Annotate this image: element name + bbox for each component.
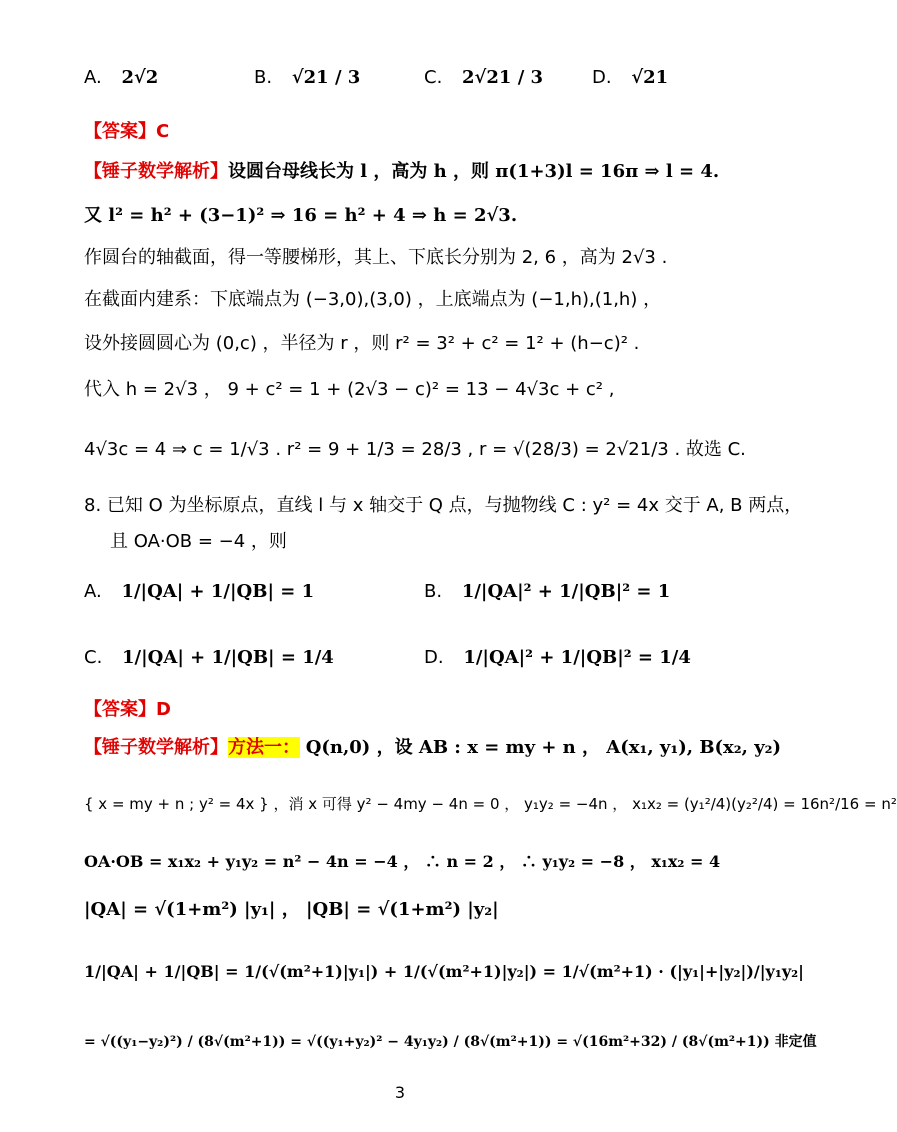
- q8-stem-line-1: 8. 已知 O 为坐标原点，直线 l 与 x 轴交于 Q 点，与抛物线 C : y² = 4x 交于 A, B 两点，: [84, 495, 803, 516]
- q7-option-b: B. √21 / 3: [254, 67, 361, 88]
- q7-analysis-line-5: 设外接圆圆心为 (0,c) ，半径为 r ，则 r² = 3² + c² = 1² + (h−c)² .: [84, 333, 640, 354]
- q7-analysis-line-7: 4√3c = 4 ⇒ c = 1/√3 . r² = 9 + 1/3 = 28/3 , r = √(28/3) = 2√21/3 . 故选 C.: [84, 439, 746, 460]
- q7-analysis-line-4: 在截面内建系：下底端点为 (−3,0),(3,0) ，上底端点为 (−1,h),(1,h) ，: [84, 289, 662, 310]
- q8-stem-line-2: 且 OA·OB = −4 ，则: [110, 531, 287, 552]
- q8-option-b: B. 1/|QA|² + 1/|QB|² = 1: [424, 581, 671, 602]
- q7-analysis-line-1: 【锤子数学解析】设圆台母线长为 l ，高为 h ，则 π(1+3)l = 16π ⇒ l = 4.: [84, 161, 720, 182]
- q8-analysis-line-6: = √((y₁−y₂)²) / (8√(m²+1)) = √((y₁+y₂)² − 4y₁y₂) / (8√(m²+1)) = √(16m²+32) / (8√(m²+1)) 非定值: [84, 1034, 817, 1050]
- q8-analysis-line-1: 【锤子数学解析】方法一： Q(n,0) ，设 AB : x = my + n ， A(x₁, y₁), B(x₂, y₂): [84, 737, 782, 758]
- q8-answer: 【答案】D: [84, 699, 171, 720]
- q7-option-c: C. 2√21 / 3: [424, 67, 544, 88]
- q7-option-a: A. 2√2: [84, 67, 159, 88]
- method-one-highlight: 方法一：: [228, 737, 300, 758]
- q7-analysis-line-6: 代入 h = 2√3 ， 9 + c² = 1 + (2√3 − c)² = 13 − 4√3c + c² ,: [84, 379, 615, 400]
- q8-analysis-line-3: OA·OB = x₁x₂ + y₁y₂ = n² − 4n = −4 ， ∴ n = 2 ， ∴ y₁y₂ = −8 ， x₁x₂ = 4: [84, 852, 721, 871]
- q8-option-c: C. 1/|QA| + 1/|QB| = 1/4: [84, 647, 334, 668]
- q8-option-a: A. 1/|QA| + 1/|QB| = 1: [84, 581, 315, 602]
- q7-analysis-line-3: 作圆台的轴截面，得一等腰梯形，其上、下底长分别为 2, 6 ，高为 2√3 .: [84, 247, 668, 268]
- page-number: 3: [394, 1083, 406, 1102]
- q7-analysis-line-2: 又 l² = h² + (3−1)² ⇒ 16 = h² + 4 ⇒ h = 2√3.: [84, 205, 518, 226]
- q8-analysis-line-2: { x = my + n ; y² = 4x } ，消 x 可得 y² − 4my − 4n = 0 ， y₁y₂ = −4n ， x₁x₂ = (y₁²/4)(y₂²/4) = 16n²/16 = n²: [84, 795, 897, 813]
- q7-option-d: D. √21: [592, 67, 669, 88]
- q8-analysis-line-4: |QA| = √(1+m²) |y₁| ， |QB| = √(1+m²) |y₂|: [84, 899, 499, 920]
- q8-analysis-line-5: 1/|QA| + 1/|QB| = 1/(√(m²+1)|y₁|) + 1/(√(m²+1)|y₂|) = 1/√(m²+1) · (|y₁|+|y₂|)/|y₁y₂|: [84, 962, 804, 981]
- q8-option-d: D. 1/|QA|² + 1/|QB|² = 1/4: [424, 647, 691, 668]
- q7-answer: 【答案】C: [84, 121, 170, 142]
